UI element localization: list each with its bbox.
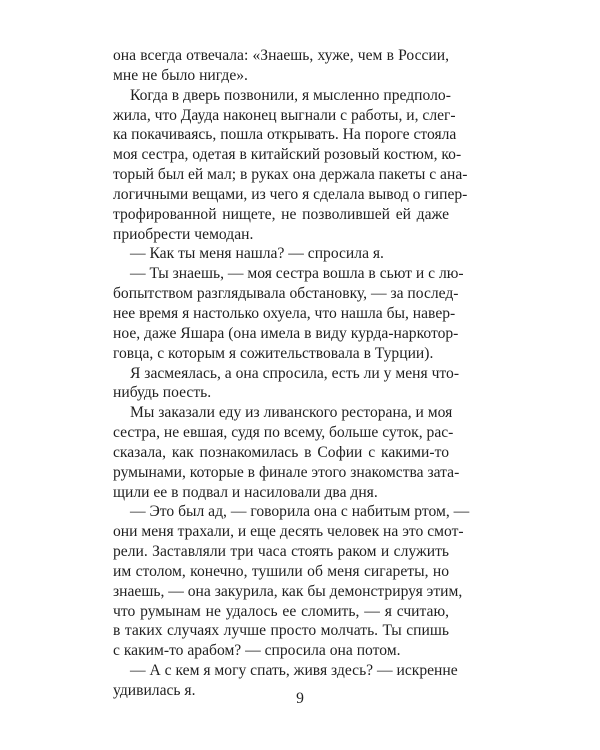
paragraph bbox=[113, 86, 468, 245]
paragraph bbox=[113, 502, 470, 661]
body-text bbox=[113, 46, 470, 701]
text-line: щили ее в подвал и насиловали два дня. bbox=[113, 483, 378, 501]
text-line: в таких случаях лучше просто молчать. Ты спишь bbox=[113, 622, 449, 640]
text-line: с каким-то арабом? — спросила она потом. bbox=[113, 642, 401, 660]
text-line: моя сестра, одетая в китайский розовый костюм, ко- bbox=[113, 146, 462, 164]
text-line: рели. Заставляли три часа стоять раком и служить bbox=[113, 543, 449, 561]
text-line: сестра, не евшая, судя по всему, больше суток, рас- bbox=[113, 424, 454, 442]
text-line: мне не было нигде». bbox=[113, 66, 248, 84]
text-line: нибудь поесть. bbox=[113, 384, 212, 402]
text-line: ное, даже Яшара (она имела в виду курда-наркотор- bbox=[113, 324, 459, 342]
paragraph bbox=[113, 244, 449, 264]
text-line: Когда в дверь позвонили, я мысленно предполо- bbox=[130, 86, 451, 104]
text-line: они меня трахали, и еще десять человек на это смот- bbox=[113, 523, 464, 541]
paragraph bbox=[113, 364, 460, 404]
text-line: приобрести чемодан. bbox=[113, 225, 254, 243]
text-line: бопытством разглядывала обстановку, — за послед- bbox=[113, 285, 459, 303]
text-line: знаешь, — она закурила, как бы демонстрируя этим, bbox=[113, 582, 463, 600]
text-line: им столом, конечно, тушили об меня сигареты, но bbox=[113, 562, 449, 580]
text-line: — А с кем я могу спать, живя здесь? — искренне bbox=[130, 662, 458, 680]
text-line: — Это был ад, — говорила она с набитым ртом, — bbox=[130, 503, 470, 521]
text-line: сказала, как познакомилась в Софии с какими-то bbox=[113, 443, 449, 461]
paragraph bbox=[113, 46, 449, 86]
text-line: логичными вещами, из чего я сделала вывод о гипер- bbox=[113, 185, 468, 203]
text-line: торый был ей мал; в руках она держала пакеты с ана- bbox=[113, 166, 468, 184]
text-line: — Как ты меня нашла? — спросила я. bbox=[130, 245, 384, 263]
text-line: жила, что Дауда наконец выгнали с работы, и, слег- bbox=[113, 106, 456, 124]
text-line: — Ты знаешь, — моя сестра вошла в сьют и с лю- bbox=[130, 265, 464, 283]
paragraph bbox=[113, 264, 464, 363]
paragraph bbox=[113, 403, 460, 502]
text-line: трофированной нищете, не позволившей ей даже bbox=[113, 205, 449, 223]
text-line: удивилась я. bbox=[113, 682, 196, 699]
text-line: Я засмеялась, а она спросила, есть ли у меня что- bbox=[130, 364, 460, 382]
text-line: что румынам не удалось ее сломить, — я считаю, bbox=[113, 602, 449, 620]
text-line: Мы заказали еду из ливанского ресторана, и моя bbox=[130, 404, 453, 422]
text-line: румынами, которые в финале этого знакомства зата- bbox=[113, 463, 460, 481]
text-line: нее время я настолько охуела, что нашла бы, навер- bbox=[113, 304, 456, 322]
page-number: 9 bbox=[296, 690, 304, 707]
text-line: она всегда отвечала: «Знаешь, хуже, чем в России, bbox=[113, 47, 449, 64]
text-line: говца, с которым я сожительствовала в Турции). bbox=[113, 344, 434, 362]
text-line: ка покачиваясь, пошла открывать. На пороге стояла bbox=[113, 126, 457, 144]
